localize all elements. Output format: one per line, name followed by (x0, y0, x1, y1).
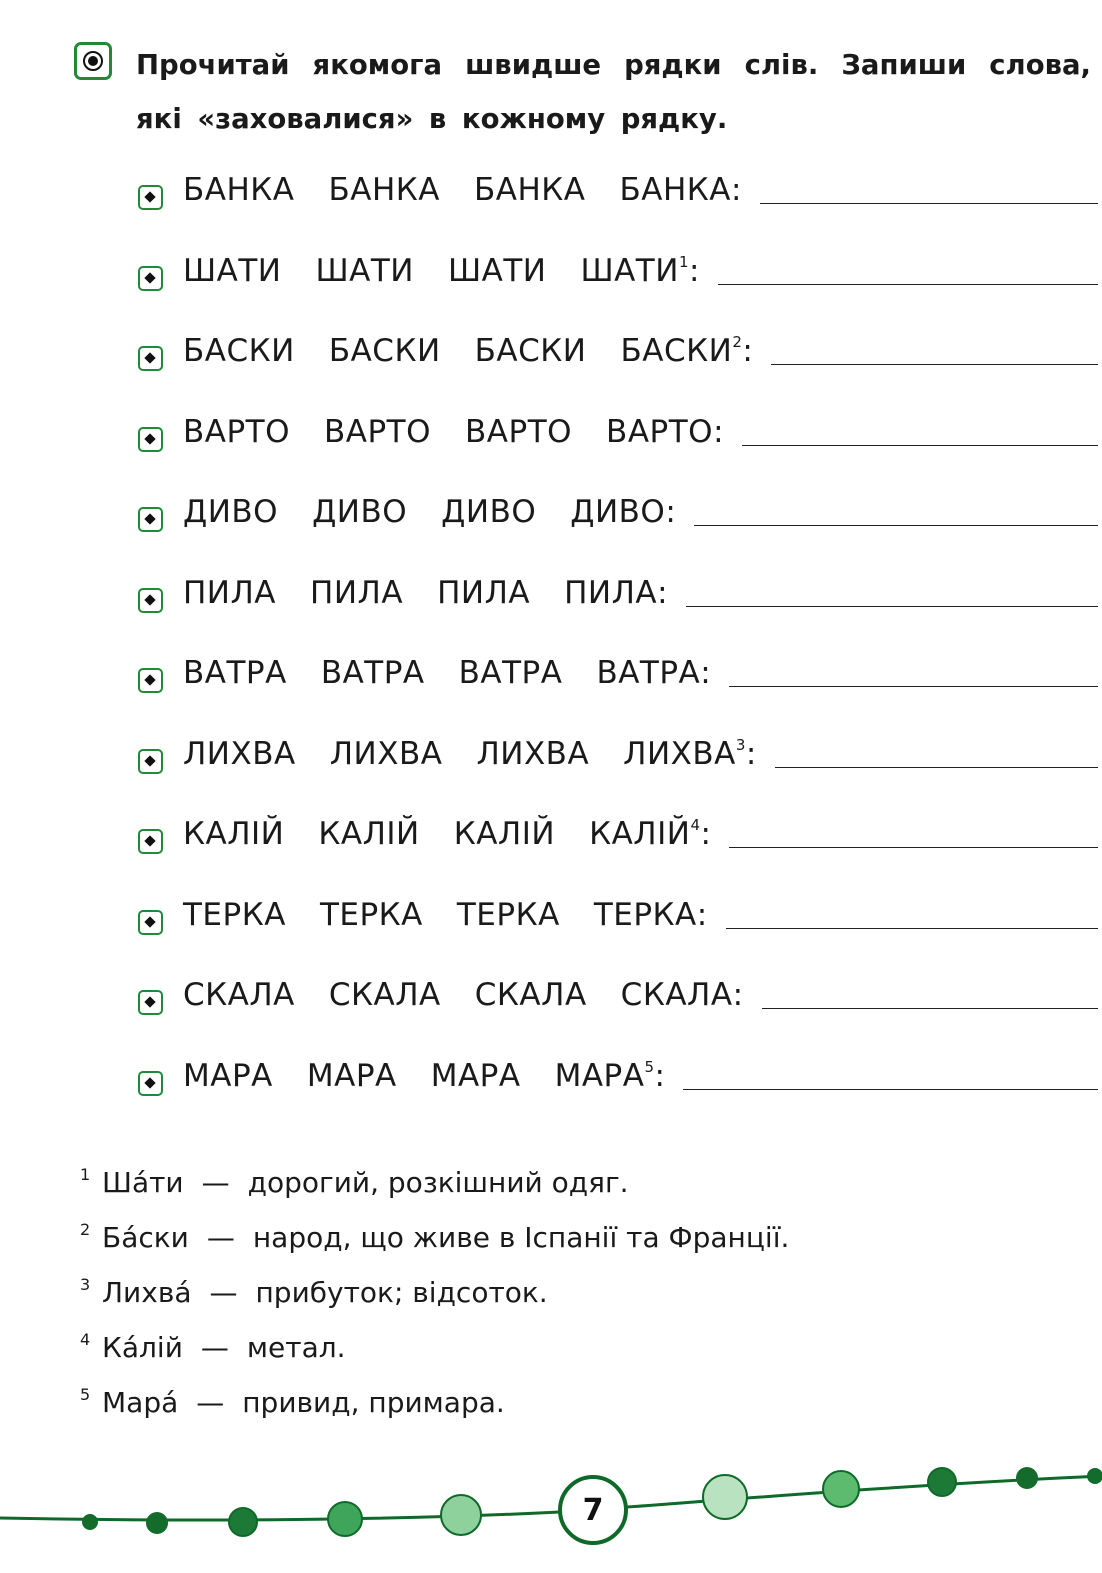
target-dot (88, 56, 98, 66)
word-sequence (183, 729, 775, 779)
word-row (138, 165, 1098, 246)
word: ПИЛА (310, 574, 404, 611)
word-row (138, 648, 1098, 729)
word-row (138, 407, 1098, 488)
word: ПИЛА (437, 574, 531, 611)
footnote-ref: 4 (690, 816, 701, 834)
diamond-bullet-icon (138, 829, 163, 854)
bead-string-graphic (0, 1440, 1102, 1569)
word: ТЕРКА (183, 896, 286, 933)
word: БАСКИ (474, 333, 587, 369)
diamond-bullet-icon (138, 588, 163, 613)
word: ВАТРА (183, 655, 287, 691)
colon: : (713, 413, 725, 450)
bead-dot (82, 1514, 98, 1530)
word: СКАЛА (620, 977, 733, 1013)
target-icon (74, 42, 112, 80)
word: ВАРТО (183, 413, 291, 450)
word-sequence (183, 246, 718, 296)
word-sequence (183, 407, 742, 457)
colon: : (745, 735, 757, 772)
word: БАСКИ (183, 333, 295, 369)
colon: : (654, 1057, 666, 1094)
word: БАСКИ (328, 333, 441, 369)
word: ШАТИ (183, 252, 282, 289)
word: ТЕРКА (319, 896, 423, 933)
word: ВАРТО (606, 413, 714, 450)
word-row (138, 246, 1098, 327)
answer-line[interactable] (771, 364, 1098, 365)
diamond-bullet-icon (138, 185, 163, 210)
word: КАЛІЙ (453, 816, 556, 852)
word-sequence (183, 890, 726, 940)
word-sequence (183, 970, 762, 1020)
word-row (138, 487, 1098, 568)
answer-line[interactable] (742, 445, 1098, 446)
bead-dot (1087, 1468, 1102, 1484)
colon: : (696, 896, 708, 933)
footnote-term: Ша́ти (102, 1166, 184, 1199)
bead-dot (229, 1508, 257, 1536)
answer-line[interactable] (726, 928, 1098, 929)
word: ТЕРКА (456, 896, 560, 933)
word: МАРА (430, 1057, 521, 1094)
word-row (138, 1051, 1098, 1132)
footnote: 4 Ка́лій — метал. (80, 1323, 1040, 1378)
word-sequence (183, 648, 729, 698)
footnote: 5 Мара́ — привид, примара. (80, 1378, 1040, 1433)
diamond-bullet-icon (138, 507, 163, 532)
word-row (138, 809, 1098, 890)
footnote-term: Лихва́ (102, 1276, 192, 1309)
colon: : (731, 172, 742, 208)
footnote: 1 Ша́ти — дорогий, розкішний одяг. (80, 1158, 1040, 1213)
word: ПИЛА (564, 574, 658, 611)
colon: : (742, 333, 754, 369)
footnote-dash: — (200, 1331, 229, 1364)
footnote-definition: народ, що живе в Іспанії та Франції. (252, 1221, 790, 1254)
diamond-bullet-icon (138, 990, 163, 1015)
footnote: 3 Лихва́ — прибуток; відсоток. (80, 1268, 1040, 1323)
colon: : (665, 494, 677, 530)
word-sequence (183, 568, 686, 618)
word: ЛИХВА$^3$ (623, 735, 746, 772)
word: ВАТРА (596, 655, 701, 691)
diamond-bullet-icon (138, 668, 163, 693)
word: БАСКИ$^2$ (620, 333, 743, 369)
word-sequence (183, 165, 760, 215)
answer-line[interactable] (683, 1089, 1098, 1090)
footnote-dash: — (209, 1276, 238, 1309)
bead-dot (703, 1475, 747, 1519)
word: БАНКА (183, 172, 295, 208)
diamond-bullet-icon (138, 910, 163, 935)
word: ЛИХВА (476, 735, 590, 772)
word: ЛИХВА (329, 735, 443, 772)
answer-line[interactable] (718, 284, 1098, 285)
word: МАРА (183, 1057, 273, 1094)
word-sequence (183, 326, 771, 376)
word: ЛИХВА (183, 735, 296, 772)
bead-dot (328, 1502, 362, 1536)
word: ШАТИ (447, 252, 547, 289)
diamond-bullet-icon (138, 266, 163, 291)
footnote-dash: — (201, 1166, 230, 1199)
footnote-ref: 3 (735, 735, 746, 754)
footnote-ref: 1 (678, 252, 689, 271)
footnote-ref: 5 (644, 1057, 655, 1076)
word: ВАРТО (324, 413, 432, 450)
word: ВАТРА (320, 655, 425, 691)
word: ДИВО (441, 494, 537, 530)
word: ВАТРА (458, 655, 563, 691)
footnote-term: Ба́ски (102, 1221, 189, 1254)
word: МАРА$^5$ (554, 1057, 655, 1094)
word: КАЛІЙ (183, 816, 285, 852)
footnote-definition: метал. (246, 1331, 346, 1364)
bead-dot (928, 1468, 956, 1496)
answer-line[interactable] (775, 767, 1098, 768)
word: ТЕРКА (593, 896, 697, 933)
word: КАЛІЙ (318, 816, 420, 852)
word: ШАТИ (315, 252, 414, 289)
footnote-ref: 2 (732, 333, 743, 351)
colon: : (700, 655, 712, 691)
word-sequence (183, 1051, 683, 1101)
colon: : (700, 816, 712, 852)
colon: : (732, 977, 744, 1013)
footnote-term: Ка́лій (102, 1331, 183, 1364)
answer-line[interactable] (686, 606, 1098, 607)
word: ДИВО (312, 494, 408, 530)
answer-line[interactable] (760, 203, 1098, 204)
word: СКАЛА (328, 977, 441, 1013)
diamond-bullet-icon (138, 749, 163, 774)
word-row (138, 890, 1098, 971)
word: СКАЛА (183, 977, 295, 1013)
colon: : (657, 574, 669, 611)
footnote-definition: дорогий, розкішний одяг. (247, 1166, 629, 1199)
word: СКАЛА (474, 977, 587, 1013)
word-sequence (183, 809, 729, 859)
word-rows (138, 165, 1098, 1131)
word: ДИВО (183, 494, 279, 530)
word-row (138, 568, 1098, 649)
diamond-bullet-icon (138, 427, 163, 452)
word: ШАТИ$^1$ (580, 252, 689, 289)
bead-dot (146, 1512, 168, 1534)
task-instruction: Прочитай якомога швидше рядки слів. Запиши слова, які «заховалися» в кожному рядку. (136, 49, 1091, 135)
word: МАРА (306, 1057, 397, 1094)
word-sequence (183, 487, 694, 537)
page-number: 7 (582, 1493, 604, 1528)
footnote-term: Мара́ (102, 1386, 179, 1419)
footnote-definition: привид, примара. (242, 1386, 505, 1419)
word: ДИВО (570, 494, 666, 530)
colon: : (688, 252, 700, 289)
bead-dot (441, 1495, 481, 1535)
word: ПИЛА (183, 574, 277, 611)
word: КАЛІЙ$^4$ (589, 816, 701, 852)
diamond-bullet-icon (138, 346, 163, 371)
page-footer-decoration (0, 1440, 1102, 1569)
bead-dot (823, 1471, 859, 1507)
footnote-dash: — (206, 1221, 235, 1254)
footnote-dash: — (196, 1386, 225, 1419)
footnote-definition: прибуток; відсоток. (255, 1276, 548, 1309)
word-row (138, 729, 1098, 810)
diamond-bullet-icon (138, 1071, 163, 1096)
word: БАНКА (328, 172, 440, 208)
word-row (138, 326, 1098, 407)
answer-line[interactable] (729, 847, 1098, 848)
bead-dot (1016, 1467, 1038, 1489)
word-row (138, 970, 1098, 1051)
footnotes (80, 1158, 1040, 1433)
answer-line[interactable] (729, 686, 1098, 687)
answer-line[interactable] (694, 525, 1098, 526)
answer-line[interactable] (762, 1008, 1098, 1009)
word: БАНКА (619, 172, 731, 208)
word: БАНКА (474, 172, 586, 208)
word: ВАРТО (465, 413, 573, 450)
footnote: 2 Ба́ски — народ, що живе в Іспанії та Франції. (80, 1213, 1040, 1268)
